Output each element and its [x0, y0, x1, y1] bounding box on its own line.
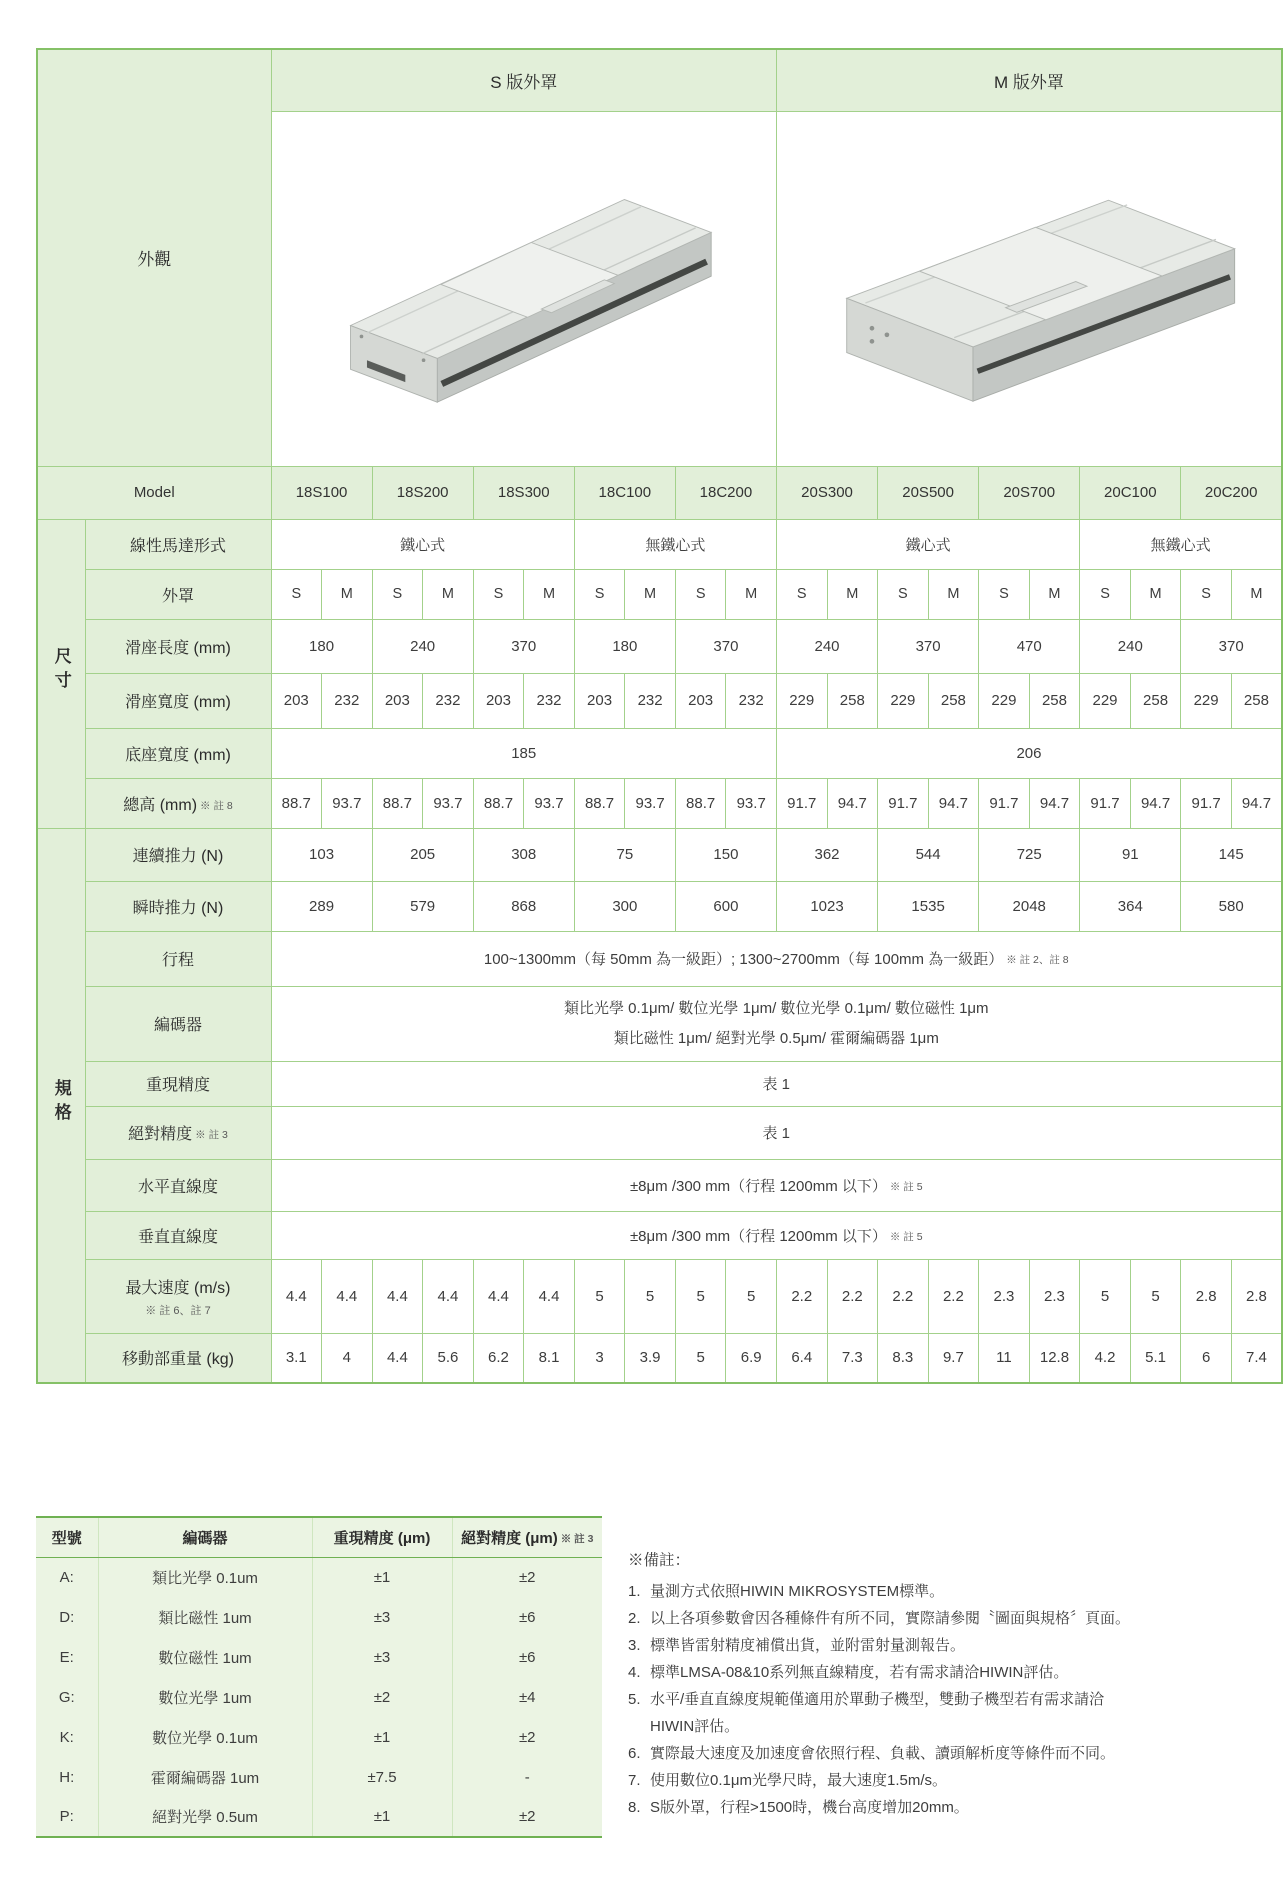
cover-row: [37, 569, 1282, 619]
remark-text: 以上各項參數會因各種條件有所不同，實際請參閱〝圖面與規格〞頁面。: [650, 1610, 1131, 1627]
slider-width-cell: 232: [726, 673, 777, 728]
row-label-base-width: 底座寬度 (mm): [85, 728, 271, 778]
cover-cell: S: [776, 569, 827, 619]
moving-weight-cell: 6.2: [473, 1333, 524, 1383]
specs-vertical-label: 規格: [51, 1078, 71, 1127]
cont-force-cell: 362: [776, 828, 877, 881]
model-cell: 18S100: [271, 466, 372, 519]
moving-weight-cell: 12.8: [1029, 1333, 1080, 1383]
cover-cell: S: [271, 569, 322, 619]
encoder-model-code: H:: [59, 1768, 75, 1786]
m-cover-product-image: [814, 149, 1244, 429]
motor-type-row: [37, 519, 1282, 569]
s-cover-product-image: [314, 139, 734, 439]
remark-number: 7.: [628, 1772, 641, 1789]
row-label-repeatability: 重現精度: [85, 1061, 271, 1106]
cover-cell: M: [1029, 569, 1080, 619]
cover-cell: S: [574, 569, 625, 619]
slider-width-cell: 232: [625, 673, 676, 728]
encoder-model-code: P:: [59, 1808, 74, 1825]
max-speed-cell: 4.4: [322, 1259, 373, 1333]
slider-length-cell: 180: [271, 619, 372, 673]
remark-number: 4.: [628, 1664, 641, 1681]
max-speed-cell: 2.8: [1231, 1259, 1282, 1333]
max-speed-cell: 2.3: [1029, 1259, 1080, 1333]
peak-force-cell: 300: [574, 881, 675, 931]
cover-cell: S: [473, 569, 524, 619]
group-label-specs: [37, 828, 85, 1383]
encoder-model-code: D:: [59, 1608, 75, 1626]
cover-cell: M: [1130, 569, 1181, 619]
encoder-line-1: 類比光學 0.1μm/ 數位光學 1μm/ 數位光學 0.1μm/ 數位磁性 1μm: [563, 1000, 989, 1018]
slider-width-cell: 258: [1231, 673, 1282, 728]
encoder-absolute-value: -: [452, 1757, 602, 1797]
row-label-motor-type: 線性馬達形式: [85, 519, 271, 569]
cover-cell: M: [726, 569, 777, 619]
slider-width-cell: 258: [827, 673, 878, 728]
vertical-straightness-row: [37, 1211, 1282, 1259]
note-ref: ※ 註 2、註 8: [1006, 954, 1069, 966]
peak-force-cell: 1535: [878, 881, 979, 931]
product-image-s-cell: [271, 111, 776, 466]
moving-weight-cell: 8.3: [878, 1333, 929, 1383]
repeatability-row: [37, 1061, 1282, 1106]
row-label-total-height: 總高 (mm) ※ 註 8: [85, 778, 271, 828]
moving-weight-cell: 7.4: [1231, 1333, 1282, 1383]
horizontal-straightness-row: [37, 1159, 1282, 1211]
model-cell: 20S300: [776, 466, 877, 519]
slider-width-row: [37, 673, 1282, 728]
max-speed-cell: 4.4: [372, 1259, 423, 1333]
vertical-straightness-value-cell: ±8μm /300 mm（行程 1200mm 以下） ※ 註 5: [271, 1211, 1282, 1259]
encoder-row: [37, 986, 1282, 1061]
encoder-table-row: [36, 1757, 602, 1797]
cont-force-cell: 145: [1181, 828, 1282, 881]
total-height-cell: 94.7: [1130, 778, 1181, 828]
remark-number: 2.: [628, 1610, 641, 1627]
remark-text: HIWIN評估。: [650, 1718, 740, 1735]
slider-width-cell: 229: [776, 673, 827, 728]
slider-width-cell: 229: [1181, 673, 1232, 728]
total-height-cell: 88.7: [675, 778, 726, 828]
max-speed-cell: 5: [1080, 1259, 1131, 1333]
encoder-table-header-absolute: 絕對精度 (μm) ※ 註 3: [452, 1517, 602, 1557]
moving-weight-cell: 9.7: [928, 1333, 979, 1383]
row-label-cover: 外罩: [85, 569, 271, 619]
encoder-table-row: [36, 1597, 602, 1637]
slider-width-cell: 232: [423, 673, 474, 728]
slider-width-cell: 203: [675, 673, 726, 728]
encoder-type: 類比光學 0.1um: [98, 1557, 312, 1597]
cont-force-cell: 150: [675, 828, 776, 881]
total-height-cell: 88.7: [372, 778, 423, 828]
encoder-repeatability-value: ±1: [312, 1797, 452, 1837]
motor-type-cell: 鐵心式: [271, 519, 574, 569]
encoder-model-code: A:: [59, 1568, 74, 1586]
slider-width-cell: 203: [574, 673, 625, 728]
moving-weight-cell: 6.4: [776, 1333, 827, 1383]
total-height-cell: 91.7: [878, 778, 929, 828]
encoder-absolute-value: ±6: [452, 1637, 602, 1677]
moving-weight-cell: 3.9: [625, 1333, 676, 1383]
remarks-list: [628, 1578, 1168, 1821]
remark-line: [628, 1767, 1168, 1794]
total-height-cell: 94.7: [928, 778, 979, 828]
slider-length-cell: 370: [473, 619, 574, 673]
encoder-line-2: 類比磁性 1μm/ 絕對光學 0.5μm/ 霍爾編碼器 1μm: [613, 1029, 939, 1047]
dimensions-vertical-label: 尺寸: [51, 647, 71, 695]
max-speed-cell: 2.3: [979, 1259, 1030, 1333]
slider-length-cell: 240: [776, 619, 877, 673]
cont-force-cell: 103: [271, 828, 372, 881]
peak-force-cell: 580: [1181, 881, 1282, 931]
cover-cell: M: [423, 569, 474, 619]
base-width-cell: 185: [271, 728, 776, 778]
peak-force-row: [37, 881, 1282, 931]
row-label-absolute-accuracy: 絕對精度 ※ 註 3: [85, 1106, 271, 1159]
model-cell: 20S500: [878, 466, 979, 519]
remark-line: [628, 1605, 1168, 1632]
max-speed-cell: 2.8: [1181, 1259, 1232, 1333]
slider-width-cell: 203: [372, 673, 423, 728]
motor-type-cell: 鐵心式: [776, 519, 1079, 569]
encoder-table-row: [36, 1717, 602, 1757]
cover-cell: M: [928, 569, 979, 619]
remark-number: 3.: [628, 1637, 641, 1654]
moving-weight-cell: 6: [1181, 1333, 1232, 1383]
moving-weight-cell: 6.9: [726, 1333, 777, 1383]
remark-text: 量測方式依照HIWIN MIKROSYSTEM標準。: [650, 1583, 945, 1600]
spec-table: [36, 48, 1283, 1384]
max-speed-cell: 2.2: [827, 1259, 878, 1333]
cont-force-cell: 725: [979, 828, 1080, 881]
encoder-type: 數位光學 0.1um: [98, 1717, 312, 1757]
moving-weight-cell: 4: [322, 1333, 373, 1383]
encoder-table-row: [36, 1557, 602, 1597]
cont-force-row: [37, 828, 1282, 881]
total-height-cell: 93.7: [524, 778, 575, 828]
slider-width-cell: 203: [271, 673, 322, 728]
cont-force-cell: 544: [878, 828, 979, 881]
row-label-horizontal-straightness: 水平直線度: [85, 1159, 271, 1211]
row-label-moving-weight: 移動部重量 (kg): [85, 1333, 271, 1383]
row-label-slider-width: 滑座寬度 (mm): [85, 673, 271, 728]
cover-header-row: [37, 49, 1282, 111]
cover-cell: M: [322, 569, 373, 619]
max-speed-cell: 2.2: [878, 1259, 929, 1333]
row-label-peak-force: 瞬時推力 (N): [85, 881, 271, 931]
model-cell: 18C100: [574, 466, 675, 519]
model-label: Model: [37, 466, 271, 519]
remark-text: 水平/垂直直線度規範僅適用於單動子機型，雙動子機型若有需求請洽: [650, 1691, 1105, 1708]
model-cell: 20S700: [979, 466, 1080, 519]
cover-cell: S: [878, 569, 929, 619]
cover-header-m: M 版外罩: [776, 49, 1282, 111]
max-speed-cell: 4.4: [473, 1259, 524, 1333]
encoder-table-header-row: [36, 1517, 602, 1557]
encoder-table-row: [36, 1677, 602, 1717]
encoder-model-code: K:: [59, 1728, 74, 1746]
group-label-dimensions: [37, 519, 85, 828]
cont-force-cell: 205: [372, 828, 473, 881]
total-height-cell: 94.7: [1029, 778, 1080, 828]
max-speed-cell: 5: [574, 1259, 625, 1333]
slider-width-cell: 258: [1029, 673, 1080, 728]
remark-line: [628, 1686, 1168, 1713]
slider-width-cell: 232: [322, 673, 373, 728]
remark-number: 6.: [628, 1745, 641, 1762]
total-height-cell: 91.7: [979, 778, 1030, 828]
remark-line: [628, 1659, 1168, 1686]
row-label-max-speed: 最大速度 (m/s) ※ 註 6、註 7: [85, 1259, 271, 1333]
base-width-row: [37, 728, 1282, 778]
encoder-type: 數位光學 1um: [98, 1677, 312, 1717]
total-height-cell: 94.7: [1231, 778, 1282, 828]
moving-weight-row: [37, 1333, 1282, 1383]
encoder-table-row: [36, 1637, 602, 1677]
cont-force-cell: 308: [473, 828, 574, 881]
model-cell: 18S200: [372, 466, 473, 519]
slider-width-cell: 229: [878, 673, 929, 728]
remark-line: [628, 1578, 1168, 1605]
total-height-cell: 91.7: [1181, 778, 1232, 828]
base-width-cell: 206: [776, 728, 1282, 778]
encoder-repeatability-value: ±7.5: [312, 1757, 452, 1797]
remark-number: 5.: [628, 1691, 641, 1708]
model-cell: 18C200: [675, 466, 776, 519]
moving-weight-cell: 11: [979, 1333, 1030, 1383]
horizontal-straightness-value-cell: ±8μm /300 mm（行程 1200mm 以下） ※ 註 5: [271, 1159, 1282, 1211]
row-label-stroke: 行程: [85, 931, 271, 986]
encoder-absolute-value: ±6: [452, 1597, 602, 1637]
encoder-repeatability-value: ±1: [312, 1717, 452, 1757]
encoder-value-cell: [271, 986, 1282, 1061]
peak-force-cell: 868: [473, 881, 574, 931]
absolute-accuracy-row: [37, 1106, 1282, 1159]
peak-force-cell: 579: [372, 881, 473, 931]
cover-cell: M: [625, 569, 676, 619]
encoder-repeatability-value: ±3: [312, 1637, 452, 1677]
model-cell: 18S300: [473, 466, 574, 519]
max-speed-cell: 2.2: [776, 1259, 827, 1333]
encoder-table-header-encoder: 編碼器: [98, 1517, 312, 1557]
remark-text: 標準LMSA-08&10系列無直線精度，若有需求請洽HIWIN評估。: [650, 1664, 1069, 1681]
encoder-repeatability-value: ±1: [312, 1557, 452, 1597]
cover-cell: M: [1231, 569, 1282, 619]
moving-weight-cell: 4.2: [1080, 1333, 1131, 1383]
total-height-cell: 93.7: [625, 778, 676, 828]
moving-weight-cell: 3: [574, 1333, 625, 1383]
encoder-model-code: G:: [58, 1688, 75, 1706]
row-label-slider-length: 滑座長度 (mm): [85, 619, 271, 673]
cover-cell: S: [1181, 569, 1232, 619]
moving-weight-cell: 8.1: [524, 1333, 575, 1383]
peak-force-cell: 2048: [979, 881, 1080, 931]
remark-number: [628, 1713, 650, 1740]
model-cell: 20C200: [1181, 466, 1282, 519]
encoder-table-header-model: 型號: [36, 1517, 98, 1557]
cover-cell: S: [372, 569, 423, 619]
cover-header-s: S 版外罩: [271, 49, 776, 111]
absolute-accuracy-value-cell: 表 1: [271, 1106, 1282, 1159]
encoder-absolute-value: ±2: [452, 1797, 602, 1837]
slider-width-cell: 229: [979, 673, 1030, 728]
note-ref: ※ 註 3: [195, 1129, 228, 1141]
slider-width-cell: 258: [928, 673, 979, 728]
cont-force-cell: 91: [1080, 828, 1181, 881]
note-ref: ※ 註 6、註 7: [145, 1304, 211, 1317]
repeatability-value-cell: 表 1: [271, 1061, 1282, 1106]
slider-width-cell: 258: [1130, 673, 1181, 728]
total-height-cell: 93.7: [423, 778, 474, 828]
cover-cell: M: [827, 569, 878, 619]
model-cell: 20C100: [1080, 466, 1181, 519]
slider-length-cell: 180: [574, 619, 675, 673]
max-speed-cell: 5: [726, 1259, 777, 1333]
moving-weight-cell: 5: [675, 1333, 726, 1383]
slider-length-cell: 470: [979, 619, 1080, 673]
total-height-row: [37, 778, 1282, 828]
remarks-title: ※備註：: [628, 1552, 691, 1569]
remark-number: 8.: [628, 1799, 641, 1816]
slider-length-cell: 370: [675, 619, 776, 673]
max-speed-cell: 5: [675, 1259, 726, 1333]
encoder-model-code: E:: [59, 1648, 74, 1666]
encoder-accuracy-table: [36, 1516, 602, 1838]
cont-force-cell: 75: [574, 828, 675, 881]
peak-force-cell: 600: [675, 881, 776, 931]
remark-text: S版外罩，行程>1500時，機台高度增加20mm。: [650, 1799, 969, 1816]
model-row: [37, 466, 1282, 519]
total-height-cell: 94.7: [827, 778, 878, 828]
encoder-type: 數位磁性 1um: [98, 1637, 312, 1677]
encoder-table-row: [36, 1797, 602, 1837]
peak-force-cell: 364: [1080, 881, 1181, 931]
cover-cell: S: [675, 569, 726, 619]
moving-weight-cell: 7.3: [827, 1333, 878, 1383]
stroke-value-cell: 100~1300mm（每 50mm 為一級距）; 1300~2700mm（每 100mm 為一級距） ※ 註 2、註 8: [271, 931, 1282, 986]
row-label-encoder: 編碼器: [85, 986, 271, 1061]
appearance-label: 外觀: [37, 49, 271, 466]
cover-cell: S: [1080, 569, 1131, 619]
slider-width-cell: 203: [473, 673, 524, 728]
slider-length-cell: 240: [372, 619, 473, 673]
moving-weight-cell: 5.1: [1130, 1333, 1181, 1383]
note-ref: ※ 註 8: [200, 799, 233, 812]
max-speed-row: [37, 1259, 1282, 1333]
row-label-vertical-straightness: 垂直直線度: [85, 1211, 271, 1259]
encoder-absolute-value: ±4: [452, 1677, 602, 1717]
encoder-table-header-repeatability: 重現精度 (μm): [312, 1517, 452, 1557]
total-height-cell: 93.7: [726, 778, 777, 828]
moving-weight-cell: 3.1: [271, 1333, 322, 1383]
slider-length-row: [37, 619, 1282, 673]
total-height-cell: 88.7: [271, 778, 322, 828]
remarks-section: [628, 1548, 1168, 1821]
slider-width-cell: 229: [1080, 673, 1131, 728]
encoder-absolute-value: ±2: [452, 1717, 602, 1757]
total-height-cell: 91.7: [776, 778, 827, 828]
encoder-repeatability-value: ±3: [312, 1597, 452, 1637]
total-height-cell: 93.7: [322, 778, 373, 828]
row-label-cont-force: 連續推力 (N): [85, 828, 271, 881]
remark-line: [628, 1740, 1168, 1767]
stroke-row: [37, 931, 1282, 986]
product-image-m-cell: [776, 111, 1282, 466]
slider-length-cell: 370: [1181, 619, 1282, 673]
total-height-cell: 88.7: [574, 778, 625, 828]
max-speed-cell: 2.2: [928, 1259, 979, 1333]
max-speed-cell: 4.4: [524, 1259, 575, 1333]
note-ref: ※ 註 5: [889, 1230, 923, 1243]
encoder-type: 霍爾編碼器 1um: [98, 1757, 312, 1797]
max-speed-cell: 5: [1130, 1259, 1181, 1333]
encoder-type: 類比磁性 1um: [98, 1597, 312, 1637]
peak-force-cell: 1023: [776, 881, 877, 931]
remark-line: [628, 1632, 1168, 1659]
peak-force-cell: 289: [271, 881, 372, 931]
slider-width-cell: 232: [524, 673, 575, 728]
encoder-repeatability-value: ±2: [312, 1677, 452, 1717]
cover-cell: M: [524, 569, 575, 619]
moving-weight-cell: 4.4: [372, 1333, 423, 1383]
encoder-type: 絕對光學 0.5um: [98, 1797, 312, 1837]
moving-weight-cell: 5.6: [423, 1333, 474, 1383]
remark-text: 實際最大速度及加速度會依照行程、負載、讀頭解析度等條件而不同。: [650, 1745, 1116, 1762]
remark-line: [628, 1794, 1168, 1821]
remark-line: [628, 1713, 1168, 1740]
motor-type-cell: 無鐵心式: [1080, 519, 1282, 569]
remark-text: 使用數位0.1μm光學尺時，最大速度1.5m/s。: [650, 1772, 948, 1789]
remark-number: 1.: [628, 1583, 641, 1600]
max-speed-cell: 4.4: [271, 1259, 322, 1333]
slider-length-cell: 370: [878, 619, 979, 673]
total-height-cell: 88.7: [473, 778, 524, 828]
note-ref: ※ 註 3: [560, 1532, 594, 1545]
encoder-absolute-value: ±2: [452, 1557, 602, 1597]
cover-cell: S: [979, 569, 1030, 619]
slider-length-cell: 240: [1080, 619, 1181, 673]
note-ref: ※ 註 5: [889, 1180, 923, 1193]
max-speed-cell: 4.4: [423, 1259, 474, 1333]
total-height-cell: 91.7: [1080, 778, 1131, 828]
motor-type-cell: 無鐵心式: [574, 519, 776, 569]
max-speed-cell: 5: [625, 1259, 676, 1333]
remark-text: 標準皆雷射精度補償出貨，並附雷射量測報告。: [650, 1637, 966, 1654]
